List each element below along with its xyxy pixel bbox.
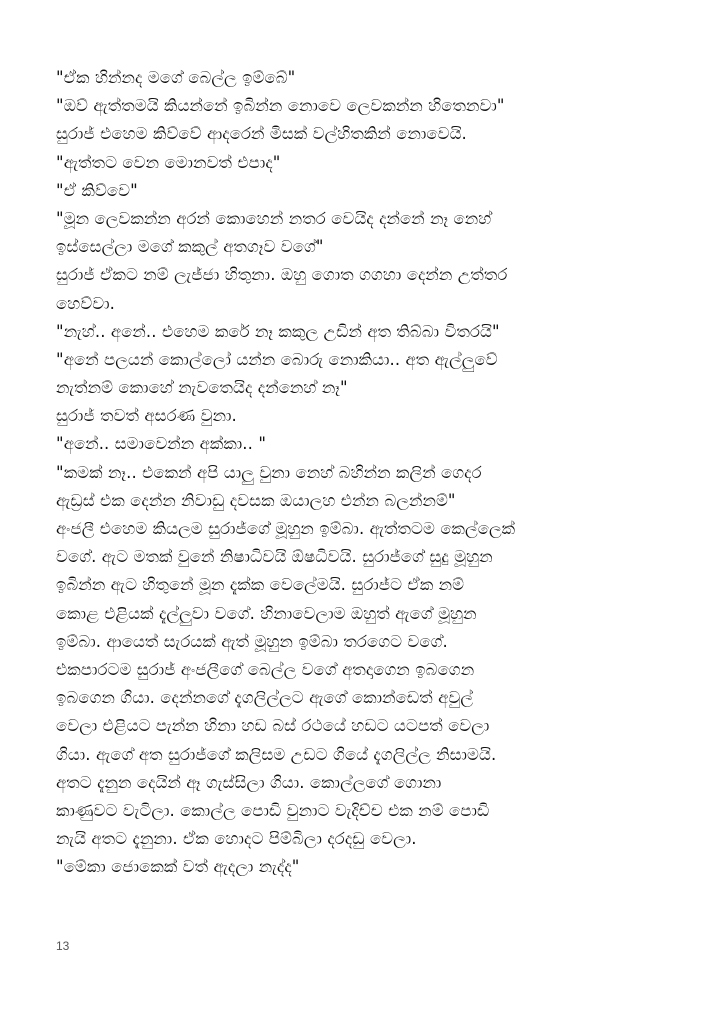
text-line: "මූන ලෙවකන්න අරන් කොහෙන් නතර වෙයිද දන්නේ නෑ නෙහ් (56, 208, 492, 228)
text-line: "නැහ්.. අනේ.. එහෙම කරේ නෑ කකුල උඩින් අත තිබ්බා විතරයි" (56, 321, 500, 341)
page-number: 13 (56, 939, 70, 953)
text-line: "ඒ කිව්වෙ" (56, 180, 138, 200)
text-line: අතට දැනුන දෙයින් ඈ ගැස්සිලා ගියා. කොල්ලගේ ගොනා (56, 772, 442, 792)
text-line: "ඔව් ඇත්තමයි කියන්නේ ඉබින්න නොවෙ ලෙවකන්න හිතෙනවා" (56, 96, 505, 116)
text-line: එකපාරටම සුරාජ් අංජලීගේ බෙල්ල වගේ අතදාගෙන ඉබගෙන (56, 659, 475, 679)
text-line: නැත්නම් කොහේ නැවතෙයිද දන්නෙහ් නෑ" (56, 378, 348, 398)
text-line: ඉම්බා. ආයෙත් සැරයක් ඇත් මූහුන ඉම්බා තරගෙට වගේ. (56, 631, 448, 651)
text-line: "ඒක හින්නද මගේ බෙල්ල ඉම්බේ" (56, 68, 296, 87)
text-line: ගියා. ඇගේ අත සුරාජ්ගේ කලිසම උඩට ගියේ දැගලිල්ල නිසාමයි. (56, 744, 497, 764)
story-text (56, 64, 696, 881)
text-line: වෙලා එළියට පැන්න හිනා හඩ බස් රථයේ හඩට යටපත් වෙලා (56, 716, 490, 736)
text-line: කොළ එළියක් දැල්ලුවා වගේ. හිනාවෙලාම ඔහුත් ඇගේ මූහුන (56, 603, 477, 623)
text-line: "කමක් නෑ.. එකෙන් අපි යාලු වුනා නෙහ් බහින්න කලින් ගෙදර (56, 462, 482, 482)
text-line: නැයි අතට දැනුනා. ඒක හොදට පිම්බිලා දරදඩු වෙලා. (56, 829, 417, 849)
text-line: "අනේ.. සමාවෙන්න අක්කා.. " (56, 434, 267, 454)
text-line: ඉබින්න ඇට හිතුනේ මූන දැක්ක වෙලේමයි. සුරාජ්ට ඒක නම් (56, 575, 465, 595)
text-line: අංජලී එහෙම කියලම සුරාජ්ගේ මූහුන ඉම්බා. ඇත්තටම කෙල්ලෙක් (56, 519, 516, 538)
text-line: සුරාජ් තවත් අසරණ වුනා. (56, 406, 237, 426)
text-line: "ඇත්තට වෙන මොනවත් එපාද" (56, 152, 281, 172)
text-line: සුරාජ් ඒකට නම් ලැජ්ජා හිතුනා. ඔහු ගොත ගගහා දෙන්න උත්තර (56, 265, 508, 285)
text-line: ඉබගෙන ගියා. දෙන්නගේ දැගලිල්ලට ඇගේ කොන්ඩෙත් අවුල් (56, 688, 474, 708)
text-line: ඇඩ්‍රස් එක දෙන්න නිවාඩු දවසක ඔයාලහ එන්න බලන්නම්" (56, 490, 456, 510)
text-line: ඉස්සෙල්ලා මගේ කකුල් අතගෑව වගේ" (56, 237, 324, 257)
text-line: සුරාජ් එහෙම කිව්වේ ආදරෙන් මිසක් වල්හිතකින් නොවෙයි. (56, 124, 467, 144)
text-line: වගේ. ඇට මතක් වුනේ නිෂාධිවයි ඕෂධිවයි. සුරාජ්ගේ සුදු මූහුන (56, 547, 493, 567)
text-line: "අනේ පලයන් කොල්ලෝ යන්න බොරු නොකියා.. අත ඇල්ලුවේ (56, 349, 498, 369)
text-line: "මේකා ජොකෙක් වත් ඇදලා නැද්ද" (56, 857, 300, 877)
text-line: කාණුවට වැටිලා. කොල්ල පොඩි වුනාට වැදිච්ච එක නම් පොඩි (56, 800, 490, 820)
text-line: හෙව්වා. (56, 293, 116, 313)
